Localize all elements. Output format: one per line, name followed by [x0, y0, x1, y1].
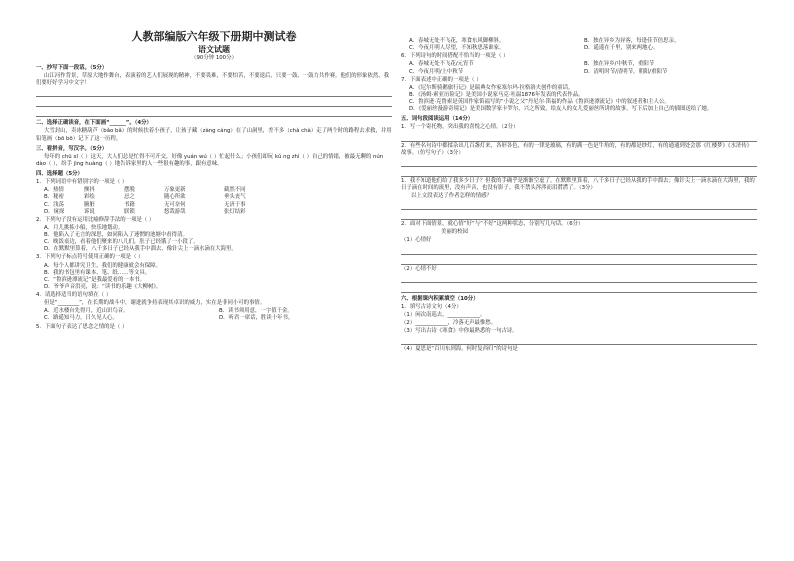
- section-6-heading: 六、根据课内积累填空（10分）: [401, 295, 479, 302]
- good-mood-label: （1）心情好: [401, 237, 432, 244]
- question-text: 2．下列句子没有运用比喻修辞手法的一项是（ ）: [36, 216, 155, 223]
- option: A．每个人都讲究卫生，我们的健康就会有保障。: [44, 262, 161, 269]
- answer-line[interactable]: [401, 133, 757, 142]
- options-row: A．春城无处不飞花/元宵节 B．独在异乡/中秋节，重阳节: [409, 61, 655, 68]
- options-row: A．近水楼台先得月，近山识鸟音。 B．读书须用意，一字值千金。: [44, 308, 293, 315]
- answer-line[interactable]: [401, 168, 757, 177]
- option: B．我的书包里有课本、笔、纸……等文具。: [44, 269, 151, 276]
- answer-line[interactable]: [36, 108, 392, 117]
- section-3-heading: 三、看拼音，写汉字。（5分）: [36, 145, 108, 152]
- question-text: 7．下面表述中正确的一项是（ ）: [401, 76, 482, 83]
- fill-item: （1）闲次南巡去，____________。: [401, 311, 486, 318]
- question-text: 1．我不知道他们给了我多少日子？但我的手确乎是渐渐空虚了。在默默里算着，八千多日子已经从我的手中溜去；像针尖上一滴水滴在大海里，我的日子滴在时间的流里，没有声音，也没有影子。我不禁头涔涔而泪潸潸了。（3分）: [401, 177, 755, 191]
- option: D．《爱丽丝漫游奇境记》是美国数学家卡罗尔，兴之所致，给友人的女儿爱丽丝所讲的故事，写下后加上自己的插图送给了她。: [409, 106, 713, 113]
- section-1-heading: 一、抄写下面一段话。（5分）: [36, 64, 108, 71]
- question-text: 4．请选择适当的语句填在（ ）: [36, 292, 112, 299]
- question-passage: 但是“________”，在长期的战斗中，谢进就争持表现其卓识的威力，实在是非同小可的事情。: [44, 300, 266, 307]
- options-row: C．路遥知马力，日久见人心。 D．听君一席话，胜读十年书。: [44, 315, 294, 322]
- section-5-heading: 五、词句段阅读运用（14分）: [401, 116, 474, 123]
- fill-item: （3）写出古诗《寒食》中你最熟悉的一句古诗。: [401, 328, 518, 335]
- question-text: 1．下列词语中有错别字的一项是（ ）: [36, 179, 128, 186]
- answer-line[interactable]: [36, 88, 392, 97]
- exam-subtitle: 语文试题: [198, 44, 230, 55]
- answer-line[interactable]: [36, 98, 392, 107]
- options-row: B．秘密 彩绘 忌之 随心所欲 垂头丧气: [44, 194, 246, 201]
- option: B．他陷入了无言的深思，如同陷入了迷惘的池塘中看得清。: [44, 232, 188, 239]
- section-2-heading: 二、选择正确读音，在下面画“______”。（4分）: [36, 120, 152, 127]
- question-text: 以上文段表达了作者怎样的情感？: [411, 193, 492, 199]
- options-row: A．热情 颤抖 摆脱 万象更新 截然不同: [44, 187, 246, 194]
- answer-line[interactable]: [401, 246, 757, 255]
- option: C．“鲁滨逊漂流记”是我最爱看的一本书。: [44, 276, 145, 283]
- question-text: 2．面对下面情景，就心情“好”与“不好”这两种状态，分别写几句话。（6分）: [401, 221, 584, 228]
- section-1-text: 山江河作背景，草原大地作舞台，表演着的艺人们展现的精神，不要畏难，不要怕苦，不要退后，只要一鼓、一鼓力共作赛。他们的形象依然，我们要好好学习中文字！: [36, 73, 390, 87]
- exam-title: 人教部编版六年级下册期中测试卷: [131, 30, 297, 43]
- options-row: C．今夜月明/上中秋节 D．清明时节/清明节，朝阳/重阳节: [409, 68, 668, 75]
- scene-label: 美丽的校园: [441, 229, 468, 236]
- question-text: 1．写一个寄托物，突出我的喜悦之心情。（2分）: [401, 124, 519, 131]
- question-text: 5．下面句子表达了思念之情的是（ ）: [36, 323, 128, 330]
- options-row: D．窥探 诉说 联锁 悠哉游哉 张灯结彩: [44, 208, 246, 215]
- options-row: C．浅荡 腑脏 书籍 无可奈何 无济于事: [44, 201, 246, 208]
- answer-line[interactable]: [401, 336, 757, 345]
- options-row: C．今夜月明人尽望，不知秋思落谁家。 D．遥遥在千里，别来两地心。: [409, 45, 659, 52]
- question-text: 3．下列句子标点符号使用正确的一项是（ ）: [36, 254, 144, 261]
- fill-item: （2）____________，冷落无声最惟愁。: [401, 320, 497, 326]
- option: B．《汤姆·索亚历险记》是美国小说家马克·吐温1876年发表的代表作品。: [409, 91, 584, 98]
- bad-mood-label: （2）心情不好: [401, 265, 437, 272]
- options-row: A．春城无处不飞花，寒食东风御柳斜。 B．独在异乡为异客，每逢佳节倍思亲。: [409, 38, 680, 44]
- question-text: 2．有些名句诗中都揉杂出几百盏灯来，各形各色，有的一律是玻璃，有的满一色是牛角的，有的都是纱灯，有的通通到处会那《红楼梦》《水浒传》故事。（仿写句子）（3分）: [401, 142, 753, 156]
- answer-line[interactable]: [401, 274, 757, 283]
- question-text: 6．下列诗句的时间搭配不恰当的一项是（ ）: [401, 53, 509, 60]
- answer-line[interactable]: [401, 201, 757, 210]
- left-column: [36, 30, 392, 332]
- question-text: 1．填写古诗文句（4分）: [401, 303, 462, 310]
- right-column: [401, 38, 757, 354]
- exam-time: （90分钟 100分）: [191, 54, 237, 61]
- section-2-text: 大雪封山，卖冰糖葫芦（bǎo bǎ）的时候扶着小孩子，让孩子藏（zàng cáng）在了山洞里，差不多（chà chà）走了两个时的路程去求救，并用铅笔画（bō bō）记下了这一历程。: [36, 128, 392, 142]
- section-3-text: 每年的 chū xī（ ）这天，大人们总是忙得不可开交，好像 yuán wú（ ）忙起什么；小孩们却玩 kǔ ng zhì（ ）自己的情绪，被最无聊的 nún dào（ ），纷手 jìng huàng（ ）地告诉家里的人一些很有趣的事，跟有意味。: [36, 153, 384, 167]
- option: D．在默默里算着，八千多日子已经从我手中溜去，像针尖上一滴水滴在大海里。: [44, 246, 237, 253]
- fill-item: （4）夏思是“百川东到海，何时复西归”的诗句是: [401, 346, 518, 353]
- option: C．晚饭桌边，看着他们聚来的八儿们，肚子已经饿了一小段了。: [44, 239, 199, 246]
- option: D．爷爷声音洪亮，说：“读书的乐趣《大柳树》。: [44, 283, 162, 290]
- answer-line[interactable]: [401, 211, 757, 220]
- option: A．月儿挑拣小船，快乐地划动。: [44, 224, 124, 231]
- answer-line[interactable]: [401, 158, 757, 167]
- answer-line[interactable]: [401, 284, 757, 293]
- section-4-heading: 四、选择题（5分）: [36, 171, 83, 178]
- option: A．《尼尔斯骑鹅旅行记》是瑞典女作家塞尔玛·拉格洛夫创作的童话。: [409, 84, 574, 91]
- answer-line[interactable]: [401, 256, 757, 265]
- option: C．鲁滨逊·克鲁索是英国作家笛福写的“小说之父”丹尼尔·笛福的作品《鲁滨逊漂流记》中的叙述者和主人公。: [409, 99, 670, 105]
